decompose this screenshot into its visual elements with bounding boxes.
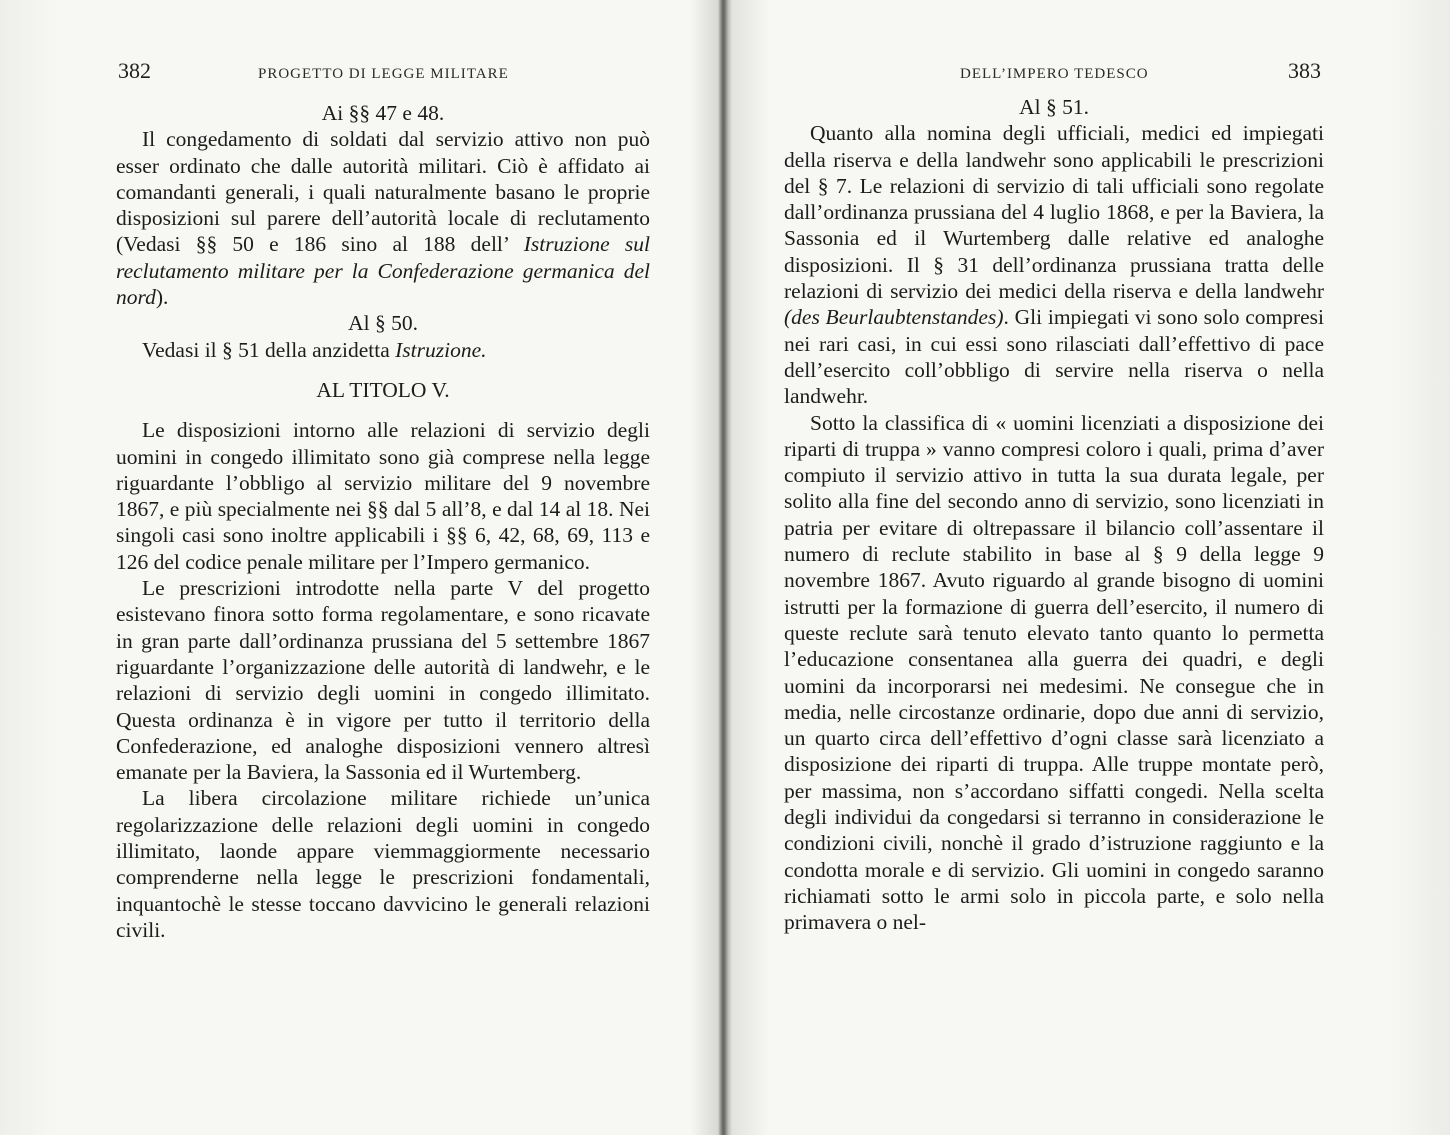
right-running-head: DELL’IMPERO TEDESCO: [960, 66, 1149, 82]
left-paragraph-1: [116, 126, 650, 310]
right-page: [730, 0, 1450, 1135]
left-running-head: PROGETTO DI LEGGE MILITARE: [258, 66, 509, 82]
left-heading-2: Al § 50.: [348, 311, 418, 336]
right-paragraph-1-end: . Gli impiegati vi sono solo compresi nei rari casi, in cui essi sono rilasciati dall’effettivo di pace dell’esercito coll’obbligo di servire nella riserva o nella landwehr.: [784, 305, 1325, 409]
left-paragraph-1-text: Il congedamento di soldati dal servizio attivo non può esser ordinato che dalle autorità militari. Ciò è affidato ai comandanti generali, i quali naturalmente basano le proprie disposizioni sul parere dell’autorità locale di reclutamento (Vedasi §§ 50 e 186 sino al 188 dell’: [116, 127, 650, 257]
left-heading-1: Ai §§ 47 e 48.: [321, 101, 445, 125]
left-paragraph-1-end: ).: [155, 285, 169, 310]
left-paragraph-2: [116, 337, 650, 363]
left-paragraph-2-text: Vedasi il § 51 della anzidetta: [142, 337, 396, 362]
left-heading-3: AL TITOLO V.: [316, 377, 450, 402]
left-text-block: [116, 100, 650, 943]
right-paragraph-2: Sotto la classifica di « uomini licenziati a disposizione dei riparti di truppa » vanno compresi coloro i quali, prima d’aver compiuto il servizio attivo in tutta la sua durata legale, per solito alla fine del secondo anno di servizio, sono licenziati in patria per evitare di oltrepassare il bilancio coll’assentare il numero di reclute stabilito in base al § 9 della legge 9 novembre 1867. Avuto riguardo al grande bisogno di uomini istrutti per la formazione di guerra dell’esercito, il numero di queste reclute sarà tenuto elevato tanto quanto lo permetta l’educazione consentanea alla guerra dei quadri, e degli uomini da incorporarsi nei medesimi. Ne consegue che in media, nelle circostanze ordinarie, dopo due anni di servizio, un quarto circa dell’effettivo d’ogni classe sarà licenziato a disposizione dei riparti di truppa. Alle truppe montate però, per massima, non s’accordano siffatti congedi. Nella scelta degli individui da congedarsi si terranno in considerazione le condizioni civili, nonchè il grado d’istruzione raggiunto e la condotta morale e di servizio. Gli uomini in congedo saranno richiamati sotto le armi solo in piccola parte, e solo nella primavera o nel-: [784, 410, 1324, 935]
book-gutter: [718, 0, 728, 1135]
right-page-number: 383: [1288, 58, 1321, 83]
left-paragraph-3: Le disposizioni intorno alle relazioni di servizio degli uomini in congedo illimitato sono già comprese nella legge riguardante l’obbligo al servizio militare del 9 novembre 1867, e più specialmente nei §§ dal 5 all’8, e dal 14 al 18. Nei singoli casi sono inoltre applicabili i §§ 6, 42, 68, 69, 113 e 126 del codice penale militare per l’Impero germanico.: [116, 418, 650, 574]
right-paragraph-1-text: Quanto alla nomina degli ufficiali, medici ed impiegati della riserva e della landwehr sono applicabili le prescrizioni del § 7. Le relazioni di servizio di tali ufficiali sono regolate dall’ordinanza prussiana del 4 luglio 1868, e per la Baviera, la Sassonia ed il Wurtemberg dalle relative ed analoghe disposizioni. Il § 31 dell’ordinanza prussiana tratta delle relazioni di servizio dei medici della riserva e della landwehr: [784, 121, 1324, 304]
right-paragraph-1-italic: (des Beurlaubtenstandes): [784, 305, 1004, 330]
left-page-number: 382: [118, 58, 151, 83]
spacer: [116, 363, 650, 377]
left-paragraph-2-italic: Istruzione.: [395, 337, 487, 362]
left-page: [0, 0, 720, 1135]
left-paragraph-5: La libera circolazione militare richiede un’unica regolarizzazione delle relazioni degli uomini in congedo illimitato, laonde appare viemmaggiormente necessario comprenderne nella legge le prescrizioni fondamentali, inquantochè le stesse toccano davvicino le generali relazioni civili.: [116, 786, 650, 942]
right-paragraph-1: [784, 120, 1324, 409]
left-paragraph-1-italic: Istruzione sul reclutamento militare per la Confederazione germanica del nord: [116, 232, 650, 310]
spacer: [116, 403, 650, 417]
left-paragraph-4: Le prescrizioni introdotte nella parte V del progetto esistevano finora sotto forma regolamentare, e sono ricavate in gran parte dall’ordinanza prussiana del 5 settembre 1867 riguardante l’organizzazione delle autorità di landwehr, e le relazioni di servizio degli uomini in congedo illimitato. Questa ordinanza è in vigore per tutto il territorio della Confederazione, ed analoghe disposizioni vennero altresì emanate per la Baviera, la Sassonia ed il Wurtemberg.: [116, 576, 650, 785]
right-text-block: [784, 94, 1324, 936]
right-heading-1: Al § 51.: [1019, 95, 1089, 119]
